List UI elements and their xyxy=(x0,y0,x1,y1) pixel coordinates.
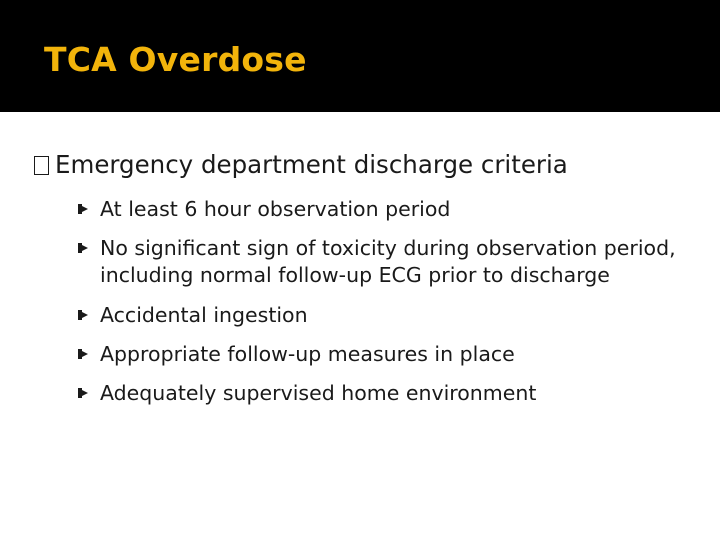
arrow-bullet-icon xyxy=(78,204,88,214)
list-item xyxy=(78,235,678,289)
list-item-text: At least 6 hour observation period xyxy=(100,197,451,221)
list-item xyxy=(78,341,678,367)
discharge-criteria-heading: Emergency department discharge criteria xyxy=(55,150,568,179)
list-item xyxy=(78,380,678,406)
heading-line xyxy=(34,150,568,179)
missing-glyph-bullet-icon xyxy=(34,156,49,175)
list-item xyxy=(78,196,678,222)
list-item-text: Appropriate follow-up measures in place xyxy=(100,342,515,366)
arrow-bullet-icon xyxy=(78,349,88,359)
arrow-bullet-icon xyxy=(78,388,88,398)
arrow-bullet-icon xyxy=(78,310,88,320)
criteria-list xyxy=(78,196,678,419)
slide-title: TCA Overdose xyxy=(44,40,307,79)
list-item-text: No significant sign of toxicity during observation period, including normal follow-up ECG prior to discharge xyxy=(100,236,676,287)
list-item-text: Accidental ingestion xyxy=(100,303,308,327)
arrow-bullet-icon xyxy=(78,243,88,253)
list-item xyxy=(78,302,678,328)
list-item-text: Adequately supervised home environment xyxy=(100,381,537,405)
